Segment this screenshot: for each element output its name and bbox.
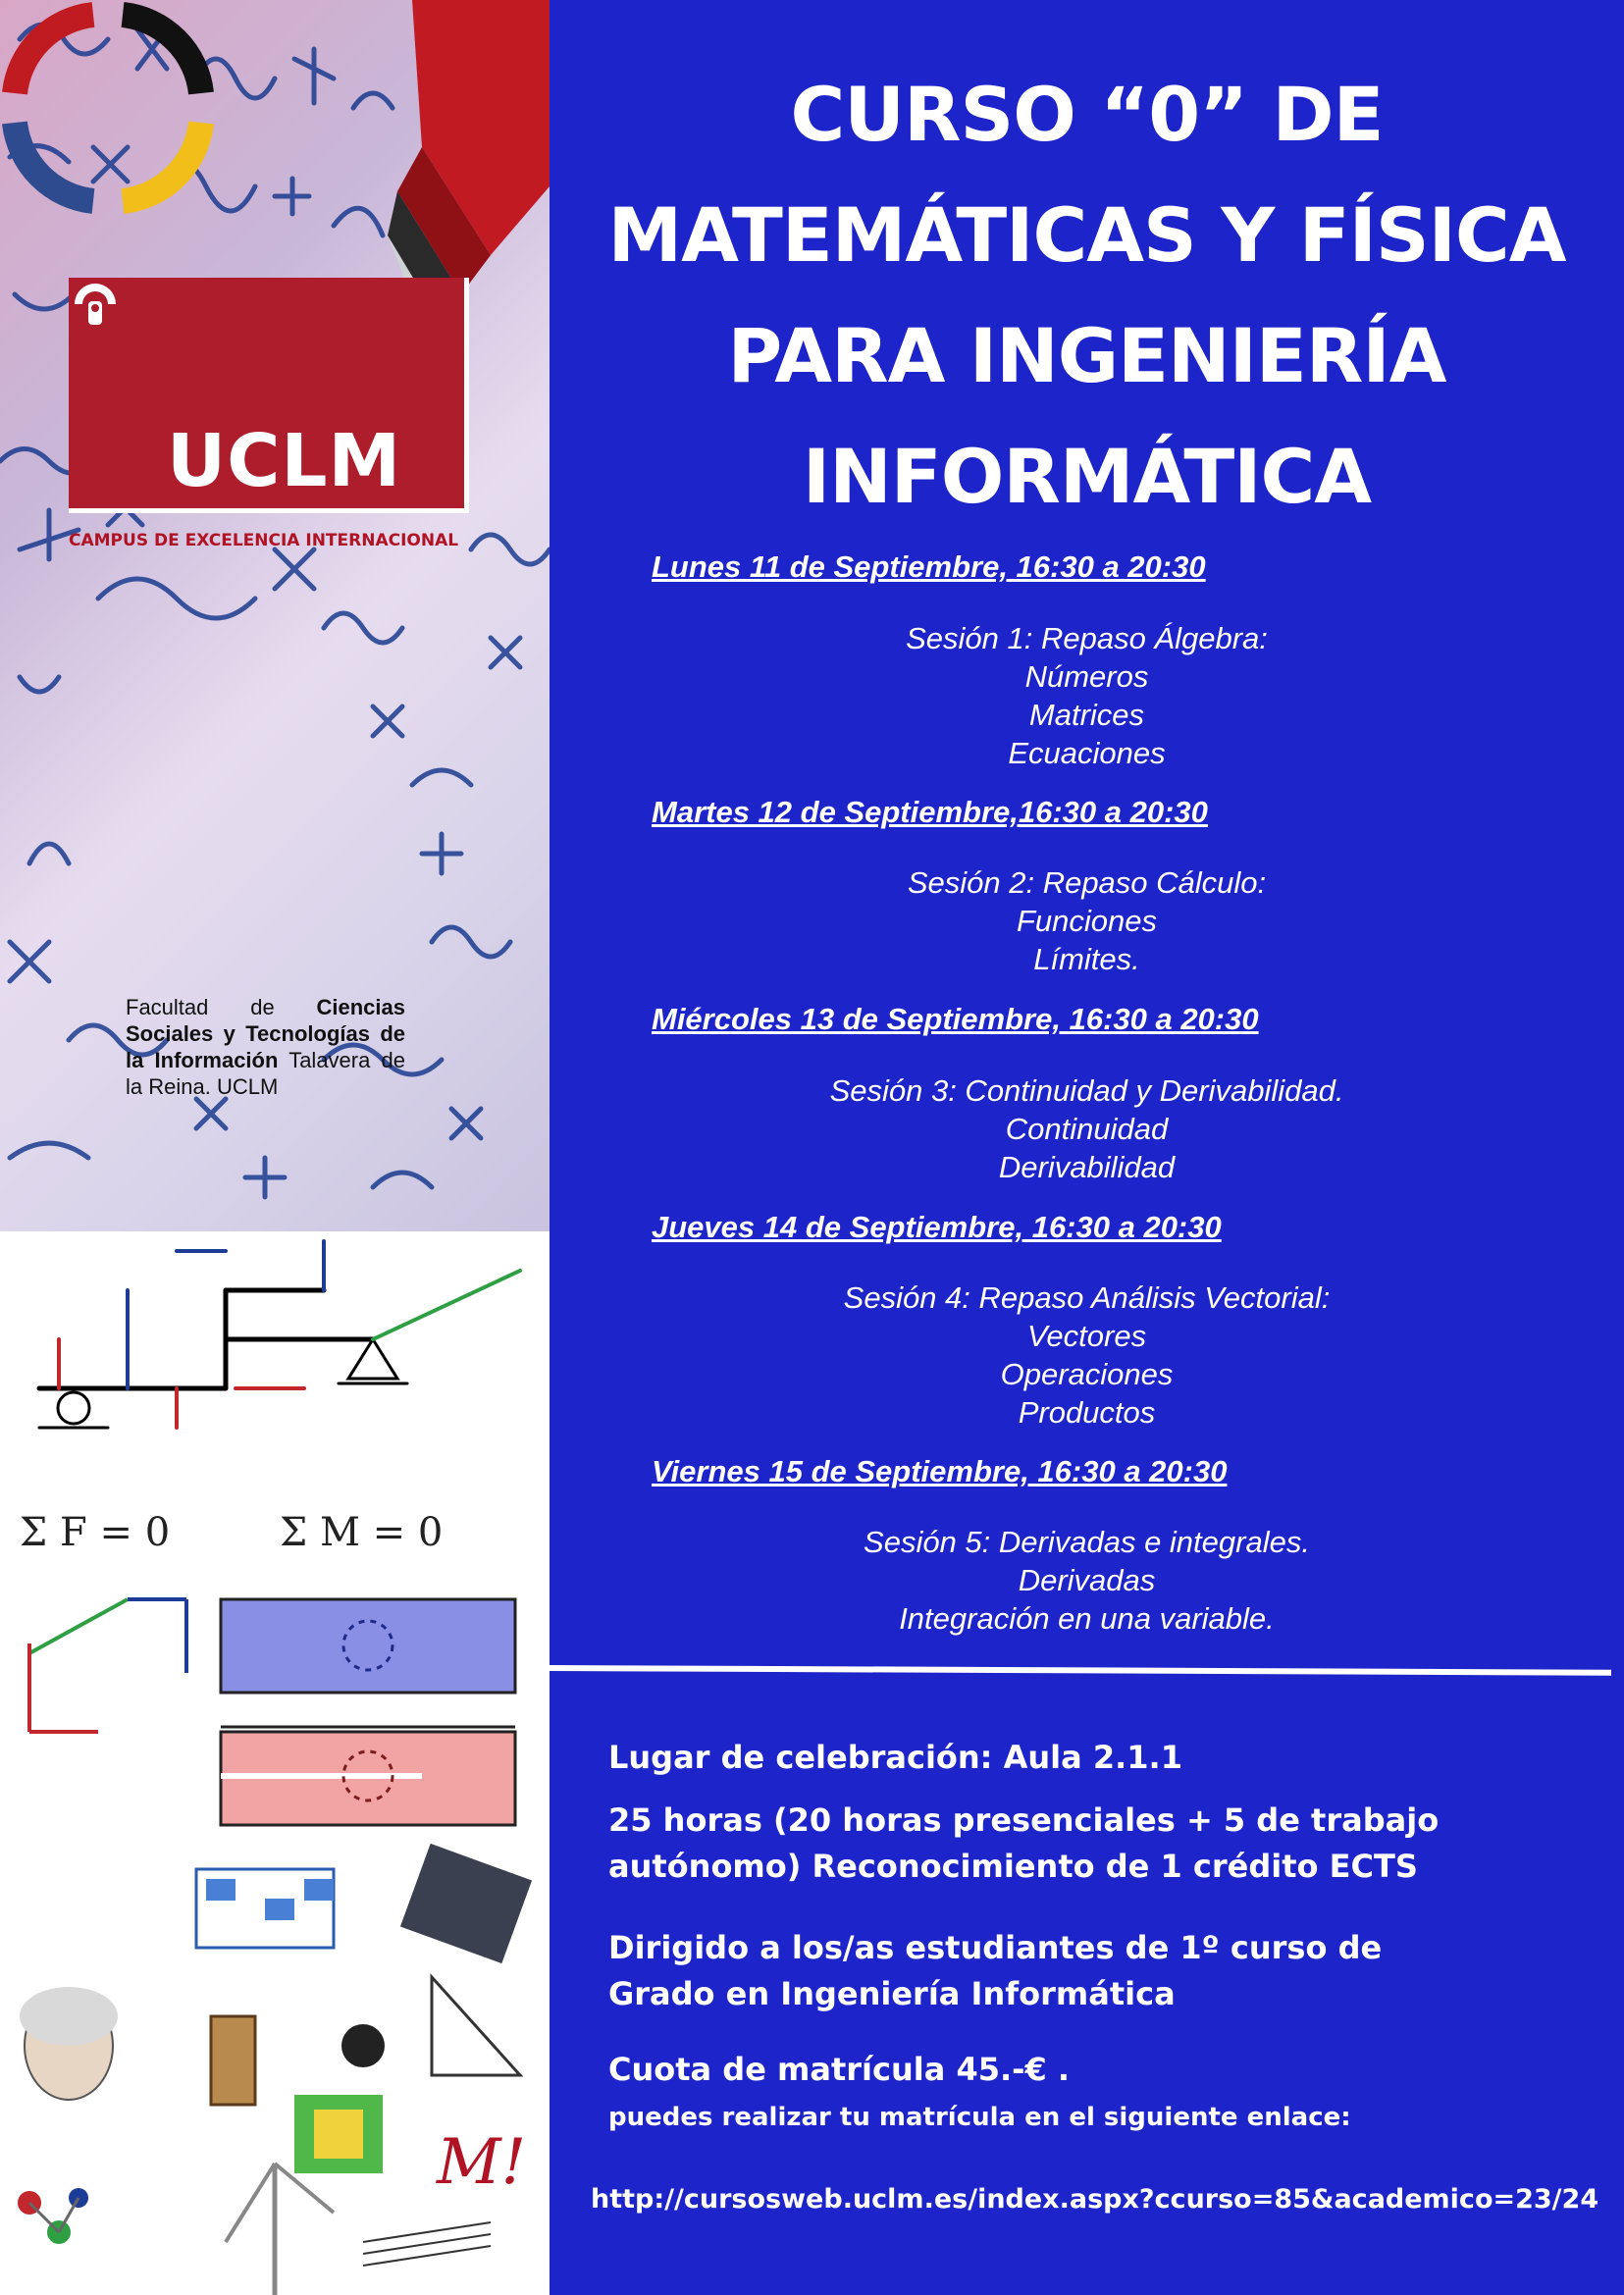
session-title: Sesión 4: Repaso Análisis Vectorial: (843, 1280, 1331, 1315)
math-handwriting-photo (0, 0, 550, 1231)
venue-text: Lugar de celebración: Aula 2.1.1 (608, 1739, 1182, 1776)
sum-moments-equation: Σ M = 0 (280, 1510, 444, 1555)
day-heading: Miércoles 13 de Septiembre, 16:30 a 20:30 (652, 1002, 1259, 1036)
day-heading: Viernes 15 de Septiembre, 16:30 a 20:30 (652, 1454, 1228, 1488)
audience-text (608, 1925, 1382, 2017)
physics-diagrams-collage (0, 1231, 550, 2295)
hours-line-2: autónomo) Reconocimiento de 1 crédito ECTS (608, 1848, 1418, 1885)
title-line-4: INFORMÁTICA (802, 433, 1372, 520)
faculty-name-part1: Facultad de (126, 995, 317, 1019)
session-topic: Números (1024, 659, 1149, 694)
session-topic: Derivabilidad (998, 1150, 1176, 1184)
session-topic: Matrices (1028, 698, 1145, 732)
uclm-logo (69, 278, 469, 513)
course-info-panel (550, 0, 1624, 2295)
session-block (550, 1278, 1624, 1432)
uclm-wordmark: UCLM (167, 419, 402, 503)
beam-force-diagram (39, 1241, 520, 1428)
session-topic: Límites. (1033, 942, 1140, 976)
svg-text:M!: M! (437, 2126, 527, 2199)
session-title: Sesión 2: Repaso Cálculo: (907, 865, 1267, 900)
session-title: Sesión 1: Repaso Álgebra: (906, 621, 1268, 655)
session-block (550, 1071, 1624, 1186)
fee-text: Cuota de matrícula 45.-€ . (608, 2051, 1070, 2088)
title-line-1: CURSO “0” DE (790, 71, 1384, 158)
audience-line-2: Grado en Ingeniería Informática (608, 1975, 1176, 2012)
divider-line (550, 1665, 1611, 1676)
hours-line-1: 25 horas (20 horas presenciales + 5 de trabajo (608, 1801, 1440, 1839)
uclm-tagline: CAMPUS DE EXCELENCIA INTERNACIONAL (69, 531, 459, 550)
session-block (550, 619, 1624, 772)
free-body-diagrams (29, 1599, 515, 1825)
audience-line-1: Dirigido a los/as estudiantes de 1º curso de (608, 1929, 1383, 1966)
statics-diagram-illustration (0, 1231, 550, 2295)
session-title: Sesión 3: Continuidad y Derivabilidad. (829, 1073, 1344, 1108)
session-topic: Operaciones (1000, 1357, 1174, 1391)
uclm-emblem-icon (69, 278, 122, 331)
faculty-logo-icon (0, 0, 216, 216)
enrollment-link[interactable]: http://cursosweb.uclm.es/index.aspx?ccurso=85&academico=23/24 (591, 2184, 1599, 2215)
hours-text (608, 1798, 1439, 1890)
left-image-column (0, 0, 550, 2295)
enroll-note: puedes realizar tu matrícula en el siguiente enlace: (608, 2103, 1351, 2132)
session-topic: Derivadas (1018, 1563, 1156, 1597)
session-topic: Vectores (1026, 1319, 1147, 1353)
session-topic: Ecuaciones (1008, 736, 1166, 770)
title-line-3: PARA INGENIERÍA (727, 312, 1446, 399)
faculty-name-bold: Ciencias Sociales y Tecnologías de la Información (126, 995, 405, 1072)
sum-forces-equation: Σ F = 0 (20, 1510, 171, 1555)
day-heading: Lunes 11 de Septiembre, 16:30 a 20:30 (652, 549, 1206, 584)
session-title: Sesión 5: Derivadas e integrales. (864, 1525, 1310, 1559)
day-heading: Martes 12 de Septiembre,16:30 a 20:30 (652, 795, 1208, 829)
session-block (550, 863, 1624, 978)
faculty-name-part3: Talavera de la Reina. UCLM (126, 1048, 405, 1099)
title-line-2: MATEMÁTICAS Y FÍSICA (607, 191, 1566, 279)
session-topic: Integración en una variable. (899, 1601, 1275, 1636)
session-topic: Continuidad (1005, 1112, 1169, 1146)
faculty-name (126, 994, 405, 1100)
session-topic: Productos (1018, 1395, 1156, 1430)
course-title (550, 54, 1624, 537)
session-topic: Funciones (1016, 904, 1158, 938)
day-heading: Jueves 14 de Septiembre, 16:30 a 20:30 (652, 1210, 1222, 1244)
session-block (550, 1523, 1624, 1638)
collage-illustrations (18, 1844, 532, 2295)
